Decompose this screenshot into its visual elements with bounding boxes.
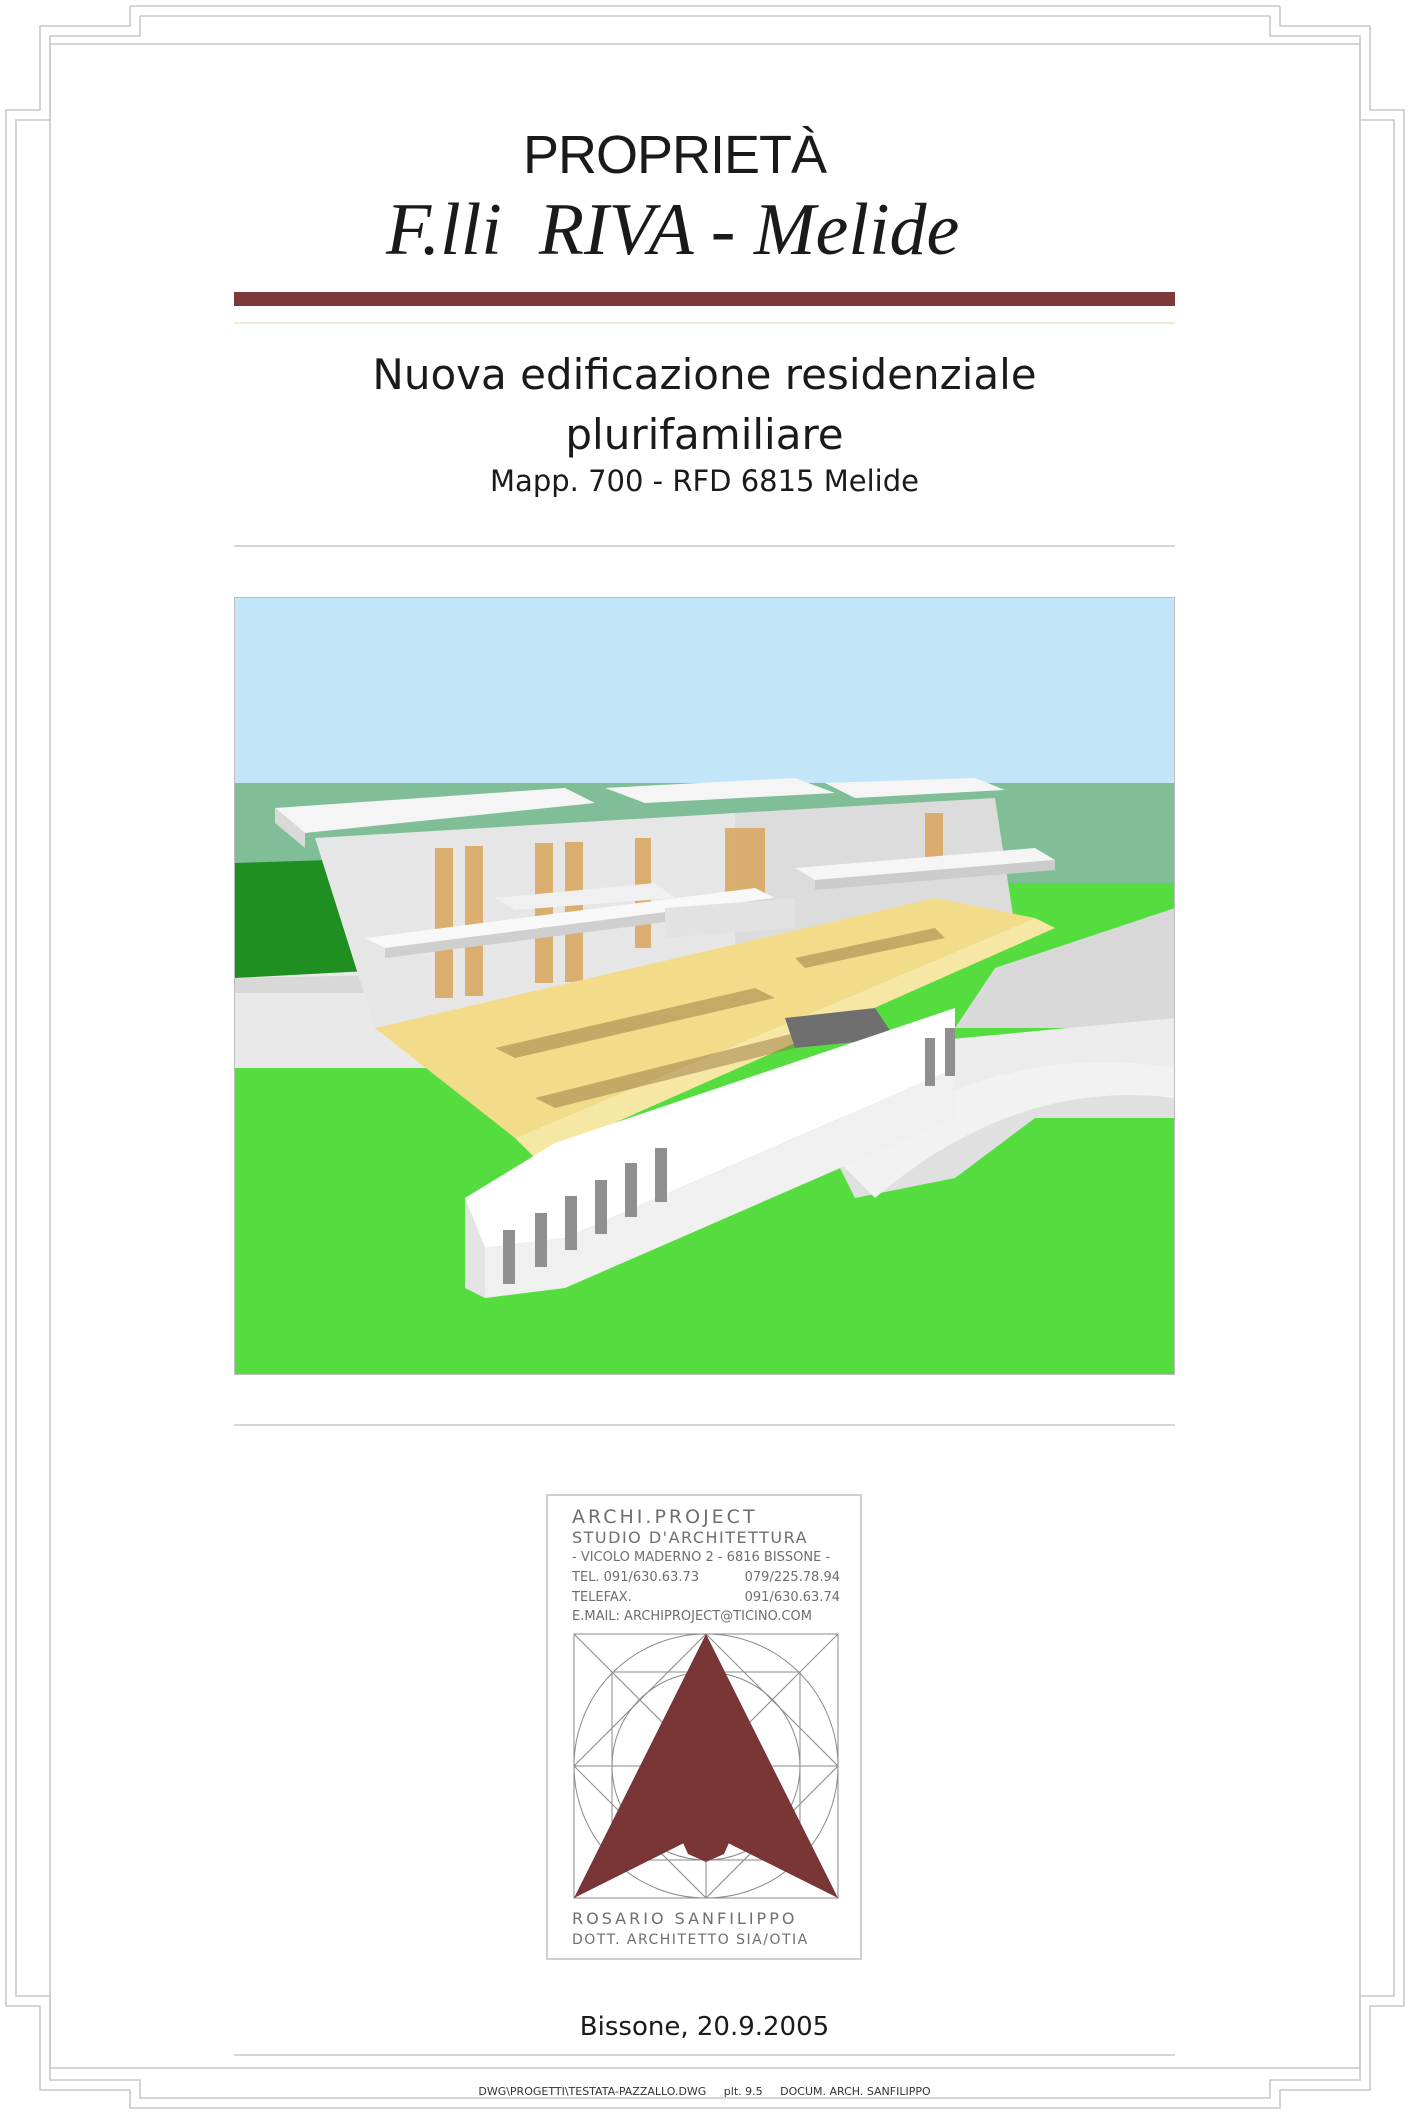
drawing-reference-footer: DWG\PROGETTI\TESTATA-PAZZALLO.DWG plt. 9.5 DOCUM. ARCH. SANFILIPPO: [478, 2085, 931, 2098]
studio-stamp: [546, 1494, 862, 1960]
studio-name: ARCHI.PROJECT: [572, 1506, 758, 1528]
studio-logo-emblem: [572, 1632, 840, 1902]
architect-title: DOTT. ARCHITETTO SIA/OTIA: [572, 1932, 809, 1948]
divider-footer: [234, 2054, 1175, 2056]
studio-fax-row: [572, 1590, 840, 1605]
studio-phone: TEL. 091/630.63.73: [572, 1570, 700, 1585]
studio-mobile: 079/225.78.94: [744, 1570, 840, 1585]
accent-rule: [234, 292, 1175, 306]
studio-address: - VICOLO MADERNO 2 - 6816 BISSONE -: [572, 1550, 831, 1565]
project-title-line2: plurifamiliare: [565, 410, 844, 459]
divider-top: [234, 545, 1175, 547]
property-label: PROPRIETÀ: [523, 125, 827, 185]
studio-fax-label: TELEFAX.: [572, 1590, 632, 1605]
divider-bottom: [234, 1424, 1175, 1426]
project-title-line1: Nuova edificazione residenziale: [372, 350, 1037, 399]
studio-fax-number: 091/630.63.74: [744, 1590, 840, 1605]
studio-type: STUDIO D'ARCHITETTURA: [572, 1528, 809, 1547]
cream-rule: [234, 322, 1175, 324]
parcel-reference: Mapp. 700 - RFD 6815 Melide: [490, 464, 919, 498]
studio-phone-row: [572, 1570, 840, 1585]
place-and-date: Bissone, 20.9.2005: [579, 2012, 830, 2042]
owner-title: F.lli RIVA - Melide: [386, 189, 960, 271]
studio-email: E.MAIL: ARCHIPROJECT@TICINO.COM: [572, 1609, 812, 1624]
architectural-render: [234, 597, 1175, 1375]
architect-name: ROSARIO SANFILIPPO: [572, 1909, 798, 1928]
building-rendering-image: [235, 598, 1175, 1375]
